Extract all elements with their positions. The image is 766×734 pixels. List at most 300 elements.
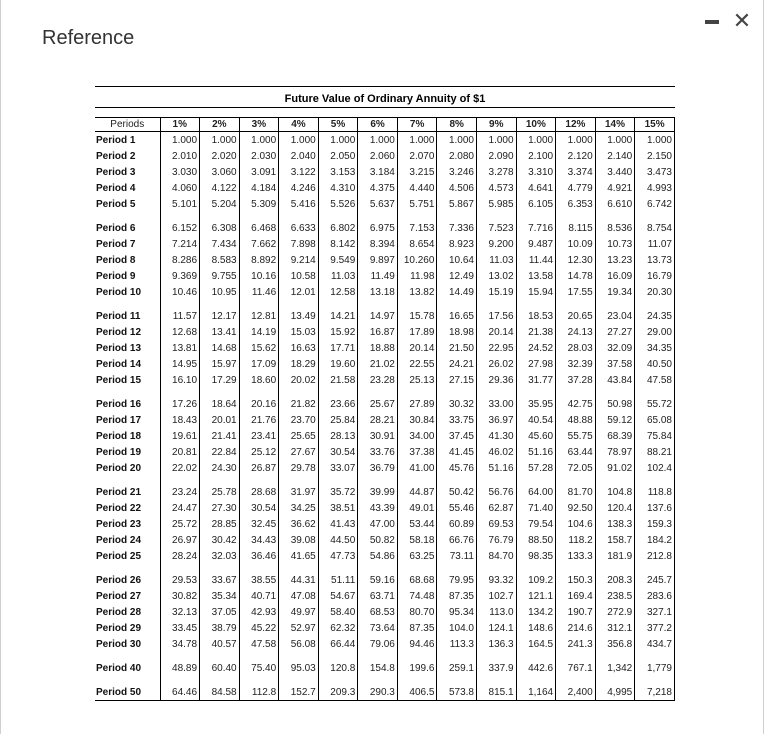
- table-cell: 51.11: [318, 572, 358, 588]
- table-row: [95, 484, 675, 500]
- table-cell: 377.2: [635, 620, 675, 636]
- table-cell: 212.8: [635, 548, 675, 572]
- table-cell: 78.97: [595, 444, 635, 460]
- table-cell: 30.32: [437, 396, 477, 412]
- table-cell: 22.95: [477, 340, 517, 356]
- table-cell: 37.38: [397, 444, 437, 460]
- table-cell: 64.00: [516, 484, 556, 500]
- period-label: Period 3: [96, 166, 136, 178]
- table-cell: 208.3: [595, 572, 635, 588]
- table-cell: 95.34: [437, 604, 477, 620]
- table-cell: 356.8: [595, 636, 635, 660]
- table-cell: 50.82: [358, 532, 398, 548]
- table-cell: 124.1: [477, 620, 517, 636]
- table-cell: 12.17: [200, 308, 240, 324]
- table-cell: 442.6: [516, 660, 556, 684]
- table-caption: Future Value of Ordinary Annuity of $1: [95, 86, 675, 108]
- table-cell: 73.11: [437, 548, 477, 572]
- dialog-title: Reference: [42, 27, 135, 49]
- table-cell: 58.18: [397, 532, 437, 548]
- table-cell: 17.89: [397, 324, 437, 340]
- table-cell: 4.184: [239, 180, 279, 196]
- table-cell: 1.000: [358, 132, 398, 149]
- table-cell: 9.200: [477, 236, 517, 252]
- period-label: Period 26: [96, 574, 142, 586]
- table-cell: 79.06: [358, 636, 398, 660]
- table-row: [95, 164, 675, 180]
- table-cell: 406.5: [397, 684, 437, 701]
- table-cell: 1,342: [595, 660, 635, 684]
- table-cell: 4.440: [397, 180, 437, 196]
- table-cell: 37.45: [437, 428, 477, 444]
- table-cell: 16.65: [437, 308, 477, 324]
- table-row: [95, 324, 675, 340]
- table-cell: 15.97: [200, 356, 240, 372]
- table-cell: 47.58: [239, 636, 279, 660]
- table-cell: 51.16: [477, 460, 517, 484]
- table-cell: 34.35: [635, 340, 675, 356]
- table-cell: 25.65: [279, 428, 319, 444]
- table-cell: 20.65: [556, 308, 596, 324]
- table-cell: 43.84: [595, 372, 635, 396]
- table-cell: 41.43: [318, 516, 358, 532]
- table-cell: 42.75: [556, 396, 596, 412]
- table-cell: 19.34: [595, 284, 635, 308]
- table-cell: 14.21: [318, 308, 358, 324]
- table-cell: 28.24: [160, 548, 200, 572]
- table-cell: 63.44: [556, 444, 596, 460]
- table-cell: 150.3: [556, 572, 596, 588]
- table-cell: 35.34: [200, 588, 240, 604]
- table-cell: 11.03: [477, 252, 517, 268]
- table-cell: 13.23: [595, 252, 635, 268]
- table-cell: 32.39: [556, 356, 596, 372]
- table-cell: 2.070: [397, 148, 437, 164]
- table-cell: 3.374: [556, 164, 596, 180]
- table-cell: 57.28: [516, 460, 556, 484]
- table-cell: 312.1: [595, 620, 635, 636]
- table-cell: 6.742: [635, 196, 675, 220]
- table-cell: 48.88: [556, 412, 596, 428]
- table-cell: 95.03: [279, 660, 319, 684]
- table-cell: 10.260: [397, 252, 437, 268]
- period-label: Period 21: [96, 486, 142, 498]
- table-cell: 13.58: [516, 268, 556, 284]
- table-cell: 120.4: [595, 500, 635, 516]
- period-label: Period 19: [96, 446, 142, 458]
- table-cell: 13.02: [477, 268, 517, 284]
- table-cell: 44.50: [318, 532, 358, 548]
- table-row: [95, 572, 675, 588]
- table-cell: 36.97: [477, 412, 517, 428]
- periods-header: Periods: [95, 118, 160, 132]
- table-cell: 13.18: [358, 284, 398, 308]
- table-cell: 14.68: [200, 340, 240, 356]
- rate-header: 14%: [595, 118, 635, 132]
- table-cell: 14.95: [160, 356, 200, 372]
- table-cell: 91.02: [595, 460, 635, 484]
- table-cell: 34.25: [279, 500, 319, 516]
- annuity-figure: [95, 86, 675, 701]
- table-cell: 94.46: [397, 636, 437, 660]
- table-cell: 18.64: [200, 396, 240, 412]
- table-cell: 4.375: [358, 180, 398, 196]
- table-cell: 9.549: [318, 252, 358, 268]
- table-cell: 16.09: [595, 268, 635, 284]
- table-cell: 22.84: [200, 444, 240, 460]
- table-cell: 11.57: [160, 308, 200, 324]
- table-row: [95, 220, 675, 236]
- table-cell: 102.4: [635, 460, 675, 484]
- table-cell: 15.19: [477, 284, 517, 308]
- table-cell: 36.62: [279, 516, 319, 532]
- period-label: Period 29: [96, 622, 142, 634]
- table-cell: 49.97: [279, 604, 319, 620]
- table-cell: 12.68: [160, 324, 200, 340]
- table-cell: 59.12: [595, 412, 635, 428]
- table-cell: 23.28: [358, 372, 398, 396]
- table-cell: 1.000: [200, 132, 240, 149]
- table-cell: 2.120: [556, 148, 596, 164]
- table-cell: 14.78: [556, 268, 596, 284]
- table-cell: 3.184: [358, 164, 398, 180]
- table-cell: 21.41: [200, 428, 240, 444]
- table-cell: 29.78: [279, 460, 319, 484]
- table-cell: 104.6: [556, 516, 596, 532]
- table-cell: 41.00: [397, 460, 437, 484]
- table-cell: 9.487: [516, 236, 556, 252]
- table-cell: 27.15: [437, 372, 477, 396]
- table-cell: 12.01: [279, 284, 319, 308]
- table-cell: 7.336: [437, 220, 477, 236]
- table-cell: 8.754: [635, 220, 675, 236]
- table-cell: 15.62: [239, 340, 279, 356]
- rate-header: 10%: [516, 118, 556, 132]
- table-cell: 4.310: [318, 180, 358, 196]
- table-cell: 4.779: [556, 180, 596, 196]
- table-cell: 74.48: [397, 588, 437, 604]
- table-cell: 45.60: [516, 428, 556, 444]
- table-cell: 4.122: [200, 180, 240, 196]
- table-cell: 2.030: [239, 148, 279, 164]
- table-cell: 8.536: [595, 220, 635, 236]
- table-row: [95, 532, 675, 548]
- table-cell: 20.81: [160, 444, 200, 460]
- table-cell: 87.35: [397, 620, 437, 636]
- table-cell: 112.8: [239, 684, 279, 701]
- table-cell: 6.468: [239, 220, 279, 236]
- table-cell: 15.92: [318, 324, 358, 340]
- table-cell: 17.09: [239, 356, 279, 372]
- table-cell: 25.84: [318, 412, 358, 428]
- table-cell: 33.76: [358, 444, 398, 460]
- table-cell: 1.000: [160, 132, 200, 149]
- table-row: [95, 460, 675, 484]
- table-cell: 1.000: [397, 132, 437, 149]
- table-cell: 30.42: [200, 532, 240, 548]
- table-cell: 92.50: [556, 500, 596, 516]
- table-cell: 10.09: [556, 236, 596, 252]
- table-cell: 46.02: [477, 444, 517, 460]
- table-cell: 8.923: [437, 236, 477, 252]
- minimize-button[interactable]: [705, 20, 719, 24]
- table-cell: 9.897: [358, 252, 398, 268]
- table-cell: 5.416: [279, 196, 319, 220]
- table-cell: 17.26: [160, 396, 200, 412]
- table-cell: 24.30: [200, 460, 240, 484]
- table-cell: 30.54: [318, 444, 358, 460]
- table-cell: 33.75: [437, 412, 477, 428]
- table-cell: 10.16: [239, 268, 279, 284]
- table-cell: 29.36: [477, 372, 517, 396]
- close-button[interactable]: ✕: [732, 9, 752, 34]
- table-cell: 25.12: [239, 444, 279, 460]
- table-cell: 38.55: [239, 572, 279, 588]
- rate-header: 4%: [279, 118, 319, 132]
- table-cell: 3.310: [516, 164, 556, 180]
- table-cell: 64.46: [160, 684, 200, 701]
- table-cell: 66.76: [437, 532, 477, 548]
- table-cell: 31.77: [516, 372, 556, 396]
- table-cell: 7.434: [200, 236, 240, 252]
- table-cell: 24.21: [437, 356, 477, 372]
- table-cell: 259.1: [437, 660, 477, 684]
- table-cell: 5.204: [200, 196, 240, 220]
- table-row: [95, 340, 675, 356]
- table-cell: 327.1: [635, 604, 675, 620]
- table-cell: 152.7: [279, 684, 319, 701]
- table-cell: 1.000: [516, 132, 556, 149]
- table-cell: 4.921: [595, 180, 635, 196]
- table-row: [95, 180, 675, 196]
- table-cell: 52.97: [279, 620, 319, 636]
- table-cell: 4.573: [477, 180, 517, 196]
- table-cell: 32.09: [595, 340, 635, 356]
- table-cell: 154.8: [358, 660, 398, 684]
- table-cell: 32.03: [200, 548, 240, 572]
- table-cell: 36.46: [239, 548, 279, 572]
- table-cell: 23.24: [160, 484, 200, 500]
- table-cell: 24.35: [635, 308, 675, 324]
- table-cell: 4.641: [516, 180, 556, 196]
- table-cell: 434.7: [635, 636, 675, 660]
- table-row: [95, 444, 675, 460]
- table-cell: 62.32: [318, 620, 358, 636]
- table-cell: 2.150: [635, 148, 675, 164]
- table-cell: 20.14: [397, 340, 437, 356]
- table-cell: 28.03: [556, 340, 596, 356]
- table-cell: 16.63: [279, 340, 319, 356]
- period-label: Period 50: [95, 684, 160, 701]
- table-cell: 47.00: [358, 516, 398, 532]
- table-row: [95, 428, 675, 444]
- table-cell: 23.70: [279, 412, 319, 428]
- rate-header: 12%: [556, 118, 596, 132]
- table-cell: 41.65: [279, 548, 319, 572]
- period-label: Period 5: [96, 198, 136, 210]
- table-cell: 38.79: [200, 620, 240, 636]
- table-cell: 11.07: [635, 236, 675, 252]
- table-cell: 337.9: [477, 660, 517, 684]
- table-cell: 16.79: [635, 268, 675, 284]
- rate-header: 6%: [358, 118, 398, 132]
- table-cell: 17.55: [556, 284, 596, 308]
- table-row: [95, 412, 675, 428]
- table-cell: 50.42: [437, 484, 477, 500]
- table-cell: 37.58: [595, 356, 635, 372]
- table-cell: 17.29: [200, 372, 240, 396]
- table-cell: 21.02: [358, 356, 398, 372]
- rate-header: 9%: [477, 118, 517, 132]
- table-cell: 8.583: [200, 252, 240, 268]
- table-cell: 21.50: [437, 340, 477, 356]
- table-cell: 35.72: [318, 484, 358, 500]
- table-cell: 39.08: [279, 532, 319, 548]
- period-label: Period 18: [96, 430, 142, 442]
- table-cell: 1,779: [635, 660, 675, 684]
- table-cell: 28.13: [318, 428, 358, 444]
- table-cell: 79.54: [516, 516, 556, 532]
- table-cell: 13.82: [397, 284, 437, 308]
- table-cell: 18.29: [279, 356, 319, 372]
- table-cell: 25.78: [200, 484, 240, 500]
- table-row: [95, 284, 675, 308]
- table-cell: 34.00: [397, 428, 437, 444]
- table-cell: 40.50: [635, 356, 675, 372]
- table-cell: 24.47: [160, 500, 200, 516]
- table-cell: 3.091: [239, 164, 279, 180]
- period-label: Period 7: [96, 238, 136, 250]
- table-cell: 104.8: [595, 484, 635, 500]
- table-cell: 25.67: [358, 396, 398, 412]
- period-label: Period 17: [96, 414, 142, 426]
- table-cell: 272.9: [595, 604, 635, 620]
- table-cell: 39.99: [358, 484, 398, 500]
- table-cell: 7.716: [516, 220, 556, 236]
- table-cell: 3.473: [635, 164, 675, 180]
- table-cell: 32.45: [239, 516, 279, 532]
- table-cell: 36.79: [358, 460, 398, 484]
- table-cell: 35.95: [516, 396, 556, 412]
- table-cell: 19.61: [160, 428, 200, 444]
- table-cell: 104.0: [437, 620, 477, 636]
- table-cell: 109.2: [516, 572, 556, 588]
- table-cell: 18.53: [516, 308, 556, 324]
- table-cell: 33.67: [200, 572, 240, 588]
- table-row: [95, 372, 675, 396]
- table-cell: 30.91: [358, 428, 398, 444]
- table-cell: 33.45: [160, 620, 200, 636]
- table-cell: 19.60: [318, 356, 358, 372]
- table-cell: 1,164: [516, 684, 556, 701]
- table-cell: 12.49: [437, 268, 477, 284]
- period-label: Period 20: [96, 462, 142, 474]
- table-cell: 169.4: [556, 588, 596, 604]
- table-cell: 4.993: [635, 180, 675, 196]
- table-cell: 5.751: [397, 196, 437, 220]
- table-cell: 6.353: [556, 196, 596, 220]
- table-cell: 181.9: [595, 548, 635, 572]
- table-cell: 5.637: [358, 196, 398, 220]
- table-cell: 7.523: [477, 220, 517, 236]
- table-cell: 1.000: [556, 132, 596, 149]
- table-cell: 21.82: [279, 396, 319, 412]
- table-cell: 40.54: [516, 412, 556, 428]
- table-cell: 12.58: [318, 284, 358, 308]
- table-cell: 41.30: [477, 428, 517, 444]
- table-row: [95, 148, 675, 164]
- table-cell: 42.93: [239, 604, 279, 620]
- table-cell: 71.40: [516, 500, 556, 516]
- table-cell: 9.755: [200, 268, 240, 284]
- table-cell: 2.080: [437, 148, 477, 164]
- table-cell: 49.01: [397, 500, 437, 516]
- table-cell: 75.84: [635, 428, 675, 444]
- table-cell: 13.49: [279, 308, 319, 324]
- table-cell: 37.28: [556, 372, 596, 396]
- table-cell: 113.0: [477, 604, 517, 620]
- table-cell: 81.70: [556, 484, 596, 500]
- table-cell: 27.98: [516, 356, 556, 372]
- table-cell: 65.08: [635, 412, 675, 428]
- period-label: Period 1: [96, 134, 136, 146]
- table-cell: 133.3: [556, 548, 596, 572]
- table-cell: 44.87: [397, 484, 437, 500]
- table-cell: 60.89: [437, 516, 477, 532]
- table-row: [95, 548, 675, 572]
- table-cell: 17.71: [318, 340, 358, 356]
- table-cell: 20.01: [200, 412, 240, 428]
- table-cell: 8.286: [160, 252, 200, 268]
- period-label: Period 24: [96, 534, 142, 546]
- table-row: [95, 396, 675, 412]
- table-cell: 28.68: [239, 484, 279, 500]
- table-cell: 41.45: [437, 444, 477, 460]
- table-cell: 113.3: [437, 636, 477, 660]
- table-cell: 148.6: [516, 620, 556, 636]
- table-cell: 3.030: [160, 164, 200, 180]
- rate-header: 1%: [160, 118, 200, 132]
- table-cell: 6.308: [200, 220, 240, 236]
- table-cell: 40.71: [239, 588, 279, 604]
- table-cell: 45.76: [437, 460, 477, 484]
- table-cell: 34.78: [160, 636, 200, 660]
- table-row: [95, 620, 675, 636]
- table-cell: 18.43: [160, 412, 200, 428]
- table-cell: 10.58: [279, 268, 319, 284]
- period-label: Period 23: [96, 518, 142, 530]
- table-cell: 10.64: [437, 252, 477, 268]
- table-cell: 20.02: [279, 372, 319, 396]
- table-cell: 29.53: [160, 572, 200, 588]
- table-cell: 5.101: [160, 196, 200, 220]
- table-cell: 28.85: [200, 516, 240, 532]
- table-cell: 26.97: [160, 532, 200, 548]
- period-label: Period 12: [96, 326, 142, 338]
- rate-header: 15%: [635, 118, 675, 132]
- table-cell: 18.98: [437, 324, 477, 340]
- table-cell: 25.13: [397, 372, 437, 396]
- table-cell: 87.35: [437, 588, 477, 604]
- table-cell: 164.5: [516, 636, 556, 660]
- table-cell: 60.40: [200, 660, 240, 684]
- rate-header: 8%: [437, 118, 477, 132]
- table-cell: 20.30: [635, 284, 675, 308]
- table-cell: 11.46: [239, 284, 279, 308]
- table-row: [95, 516, 675, 532]
- table-cell: 54.67: [318, 588, 358, 604]
- table-cell: 11.03: [318, 268, 358, 284]
